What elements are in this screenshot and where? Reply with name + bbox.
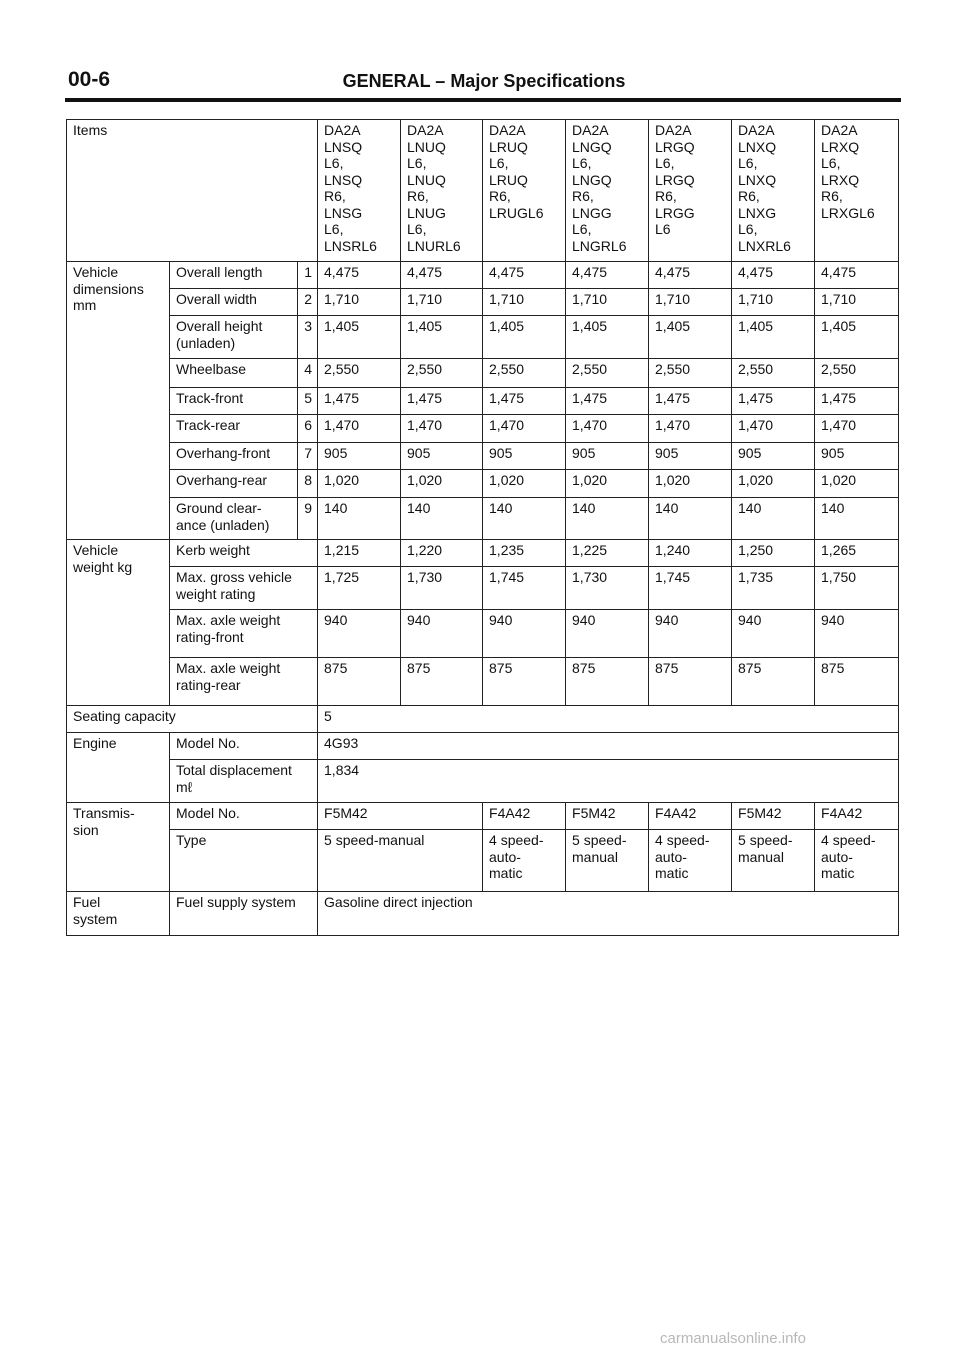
table-row	[67, 470, 899, 498]
spec-value: 1,405	[318, 316, 401, 359]
spec-value: 1,020	[401, 470, 483, 498]
spec-number: 1	[298, 262, 318, 289]
spec-value: 940	[649, 610, 732, 658]
model-header: DA2A LRGQ L6, LRGQ R6, LRGG L6	[649, 120, 732, 262]
spec-value: 140	[318, 498, 401, 540]
group-label-engine: Engine	[67, 733, 170, 803]
spec-value: 905	[815, 443, 899, 470]
spec-value: 1,470	[318, 415, 401, 443]
spec-value: 1,405	[483, 316, 566, 359]
spec-value: 1,020	[566, 470, 649, 498]
spec-number: 8	[298, 470, 318, 498]
spec-value: 905	[318, 443, 401, 470]
page-header	[68, 68, 900, 100]
spec-label: Track-rear	[170, 415, 298, 443]
spec-value: 1,470	[401, 415, 483, 443]
spec-value: 1,730	[566, 567, 649, 610]
spec-label: Ground clear- ance (unladen)	[170, 498, 298, 540]
engine-model-value: 4G93	[318, 733, 899, 760]
spec-value: 2,550	[815, 359, 899, 388]
table-row	[67, 733, 899, 760]
transmission-type-value: 5 speed- manual	[732, 830, 815, 892]
seating-label: Seating capacity	[67, 706, 318, 733]
spec-label: Track-front	[170, 388, 298, 415]
spec-value: 1,020	[483, 470, 566, 498]
spec-value: 1,730	[401, 567, 483, 610]
spec-value: 1,470	[566, 415, 649, 443]
transmission-type-value: 4 speed- auto- matic	[649, 830, 732, 892]
spec-value: 4,475	[566, 262, 649, 289]
spec-value: 2,550	[649, 359, 732, 388]
spec-number: 7	[298, 443, 318, 470]
transmission-type-value: 4 speed- auto- matic	[483, 830, 566, 892]
spec-value: 940	[566, 610, 649, 658]
table-row	[67, 760, 899, 803]
spec-value: 940	[815, 610, 899, 658]
spec-value: 1,725	[318, 567, 401, 610]
spec-label: Model No.	[170, 803, 318, 830]
items-header: Items	[67, 120, 318, 262]
spec-value: 905	[401, 443, 483, 470]
table-row	[67, 610, 899, 658]
spec-value: 1,405	[649, 316, 732, 359]
spec-value: 4,475	[483, 262, 566, 289]
spec-value: 905	[566, 443, 649, 470]
spec-value: 1,470	[483, 415, 566, 443]
spec-number: 6	[298, 415, 318, 443]
spec-number: 4	[298, 359, 318, 388]
spec-value: 1,470	[649, 415, 732, 443]
spec-value: 875	[815, 658, 899, 706]
transmission-model-value: F5M42	[566, 803, 649, 830]
spec-value: 1,710	[649, 289, 732, 316]
spec-value: 1,475	[649, 388, 732, 415]
model-header: DA2A LNGQ L6, LNGQ R6, LNGG L6, LNGRL6	[566, 120, 649, 262]
spec-value: 140	[483, 498, 566, 540]
spec-value: 1,405	[815, 316, 899, 359]
spec-value: 1,745	[649, 567, 732, 610]
spec-value: 140	[649, 498, 732, 540]
spec-value: 1,710	[483, 289, 566, 316]
spec-value: 1,020	[318, 470, 401, 498]
spec-value: 140	[566, 498, 649, 540]
spec-value: 905	[483, 443, 566, 470]
spec-value: 875	[483, 658, 566, 706]
spec-label: Max. axle weight rating-front	[170, 610, 318, 658]
spec-value: 875	[732, 658, 815, 706]
spec-value: 1,470	[732, 415, 815, 443]
spec-value: 1,405	[566, 316, 649, 359]
spec-number: 5	[298, 388, 318, 415]
spec-label: Overhang-front	[170, 443, 298, 470]
model-header: DA2A LRXQ L6, LRXQ R6, LRXGL6	[815, 120, 899, 262]
spec-value: 140	[732, 498, 815, 540]
transmission-model-value: F5M42	[732, 803, 815, 830]
spec-value: 1,475	[815, 388, 899, 415]
spec-label: Wheelbase	[170, 359, 298, 388]
table-row	[67, 443, 899, 470]
table-row	[67, 359, 899, 388]
table-row	[67, 120, 899, 262]
spec-value: 1,470	[815, 415, 899, 443]
model-header: DA2A LRUQ L6, LRUQ R6, LRUGL6	[483, 120, 566, 262]
page-title: GENERAL – Major Specifications	[342, 71, 626, 91]
spec-value: 940	[401, 610, 483, 658]
spec-value: 4,475	[815, 262, 899, 289]
spec-value: 1,240	[649, 540, 732, 567]
table-row	[67, 388, 899, 415]
spec-label: Overall width	[170, 289, 298, 316]
spec-value: 1,710	[815, 289, 899, 316]
header-rule	[65, 98, 901, 102]
spec-value: 1,475	[401, 388, 483, 415]
spec-value: 940	[318, 610, 401, 658]
spec-label: Type	[170, 830, 318, 892]
spec-value: 1,750	[815, 567, 899, 610]
spec-value: 2,550	[732, 359, 815, 388]
table-row	[67, 892, 899, 936]
spec-value: 1,710	[318, 289, 401, 316]
spec-table	[66, 119, 899, 936]
model-header: DA2A LNSQ L6, LNSQ R6, LNSG L6, LNSRL6	[318, 120, 401, 262]
spec-value: 1,225	[566, 540, 649, 567]
spec-label: Overall length	[170, 262, 298, 289]
transmission-type-value: 5 speed-manual	[318, 830, 483, 892]
watermark: carmanualsonline.info	[660, 1330, 806, 1347]
fuel-system-value: Gasoline direct injection	[318, 892, 899, 936]
transmission-model-value: F4A42	[815, 803, 899, 830]
spec-label: Total displacement mℓ	[170, 760, 318, 803]
table-row	[67, 830, 899, 892]
spec-value: 1,735	[732, 567, 815, 610]
page-number: 00-6	[68, 68, 111, 91]
spec-value: 940	[483, 610, 566, 658]
spec-value: 4,475	[732, 262, 815, 289]
spec-value: 1,215	[318, 540, 401, 567]
spec-value: 1,475	[483, 388, 566, 415]
spec-label: Kerb weight	[170, 540, 318, 567]
spec-value: 1,265	[815, 540, 899, 567]
spec-table-body	[67, 120, 899, 936]
spec-value: 875	[649, 658, 732, 706]
model-header: DA2A LNXQ L6, LNXQ R6, LNXG L6, LNXRL6	[732, 120, 815, 262]
group-label-weight: Vehicle weight kg	[67, 540, 170, 706]
spec-value: 140	[815, 498, 899, 540]
group-label-dimensions: Vehicle dimensions mm	[67, 262, 170, 540]
table-row	[67, 658, 899, 706]
spec-value: 4,475	[401, 262, 483, 289]
spec-value: 2,550	[401, 359, 483, 388]
spec-value: 1,405	[401, 316, 483, 359]
transmission-model-value: F4A42	[649, 803, 732, 830]
model-header: DA2A LNUQ L6, LNUQ R6, LNUG L6, LNURL6	[401, 120, 483, 262]
spec-value: 140	[401, 498, 483, 540]
spec-number: 3	[298, 316, 318, 359]
spec-value: 2,550	[318, 359, 401, 388]
engine-displacement-value: 1,834	[318, 760, 899, 803]
spec-value: 1,475	[566, 388, 649, 415]
spec-number: 2	[298, 289, 318, 316]
table-row	[67, 415, 899, 443]
table-row	[67, 262, 899, 289]
spec-value: 940	[732, 610, 815, 658]
spec-label: Overall height (unladen)	[170, 316, 298, 359]
spec-value: 1,235	[483, 540, 566, 567]
spec-value: 905	[732, 443, 815, 470]
spec-label: Fuel supply system	[170, 892, 318, 936]
table-row	[67, 316, 899, 359]
spec-value: 4,475	[649, 262, 732, 289]
table-row	[67, 540, 899, 567]
table-row	[67, 706, 899, 733]
transmission-model-value: F4A42	[483, 803, 566, 830]
spec-value: 1,020	[649, 470, 732, 498]
spec-value: 1,405	[732, 316, 815, 359]
spec-value: 1,475	[732, 388, 815, 415]
spec-value: 1,710	[732, 289, 815, 316]
spec-value: 1,220	[401, 540, 483, 567]
spec-value: 2,550	[566, 359, 649, 388]
spec-number: 9	[298, 498, 318, 540]
table-row	[67, 289, 899, 316]
spec-value: 905	[649, 443, 732, 470]
table-row	[67, 803, 899, 830]
spec-label: Overhang-rear	[170, 470, 298, 498]
transmission-model-value: F5M42	[318, 803, 483, 830]
transmission-type-value: 4 speed- auto- matic	[815, 830, 899, 892]
spec-label: Max. gross vehicle weight rating	[170, 567, 318, 610]
table-row	[67, 498, 899, 540]
spec-value: 875	[401, 658, 483, 706]
spec-value: 2,550	[483, 359, 566, 388]
spec-value: 1,020	[815, 470, 899, 498]
spec-value: 4,475	[318, 262, 401, 289]
spec-label: Max. axle weight rating-rear	[170, 658, 318, 706]
spec-label: Model No.	[170, 733, 318, 760]
seating-value: 5	[318, 706, 899, 733]
group-label-fuel: Fuel system	[67, 892, 170, 936]
spec-value: 1,475	[318, 388, 401, 415]
transmission-type-value: 5 speed- manual	[566, 830, 649, 892]
spec-value: 875	[318, 658, 401, 706]
spec-value: 1,710	[566, 289, 649, 316]
group-label-transmission: Transmis- sion	[67, 803, 170, 892]
spec-value: 1,745	[483, 567, 566, 610]
spec-value: 1,250	[732, 540, 815, 567]
spec-value: 1,710	[401, 289, 483, 316]
spec-value: 875	[566, 658, 649, 706]
table-row	[67, 567, 899, 610]
spec-value: 1,020	[732, 470, 815, 498]
